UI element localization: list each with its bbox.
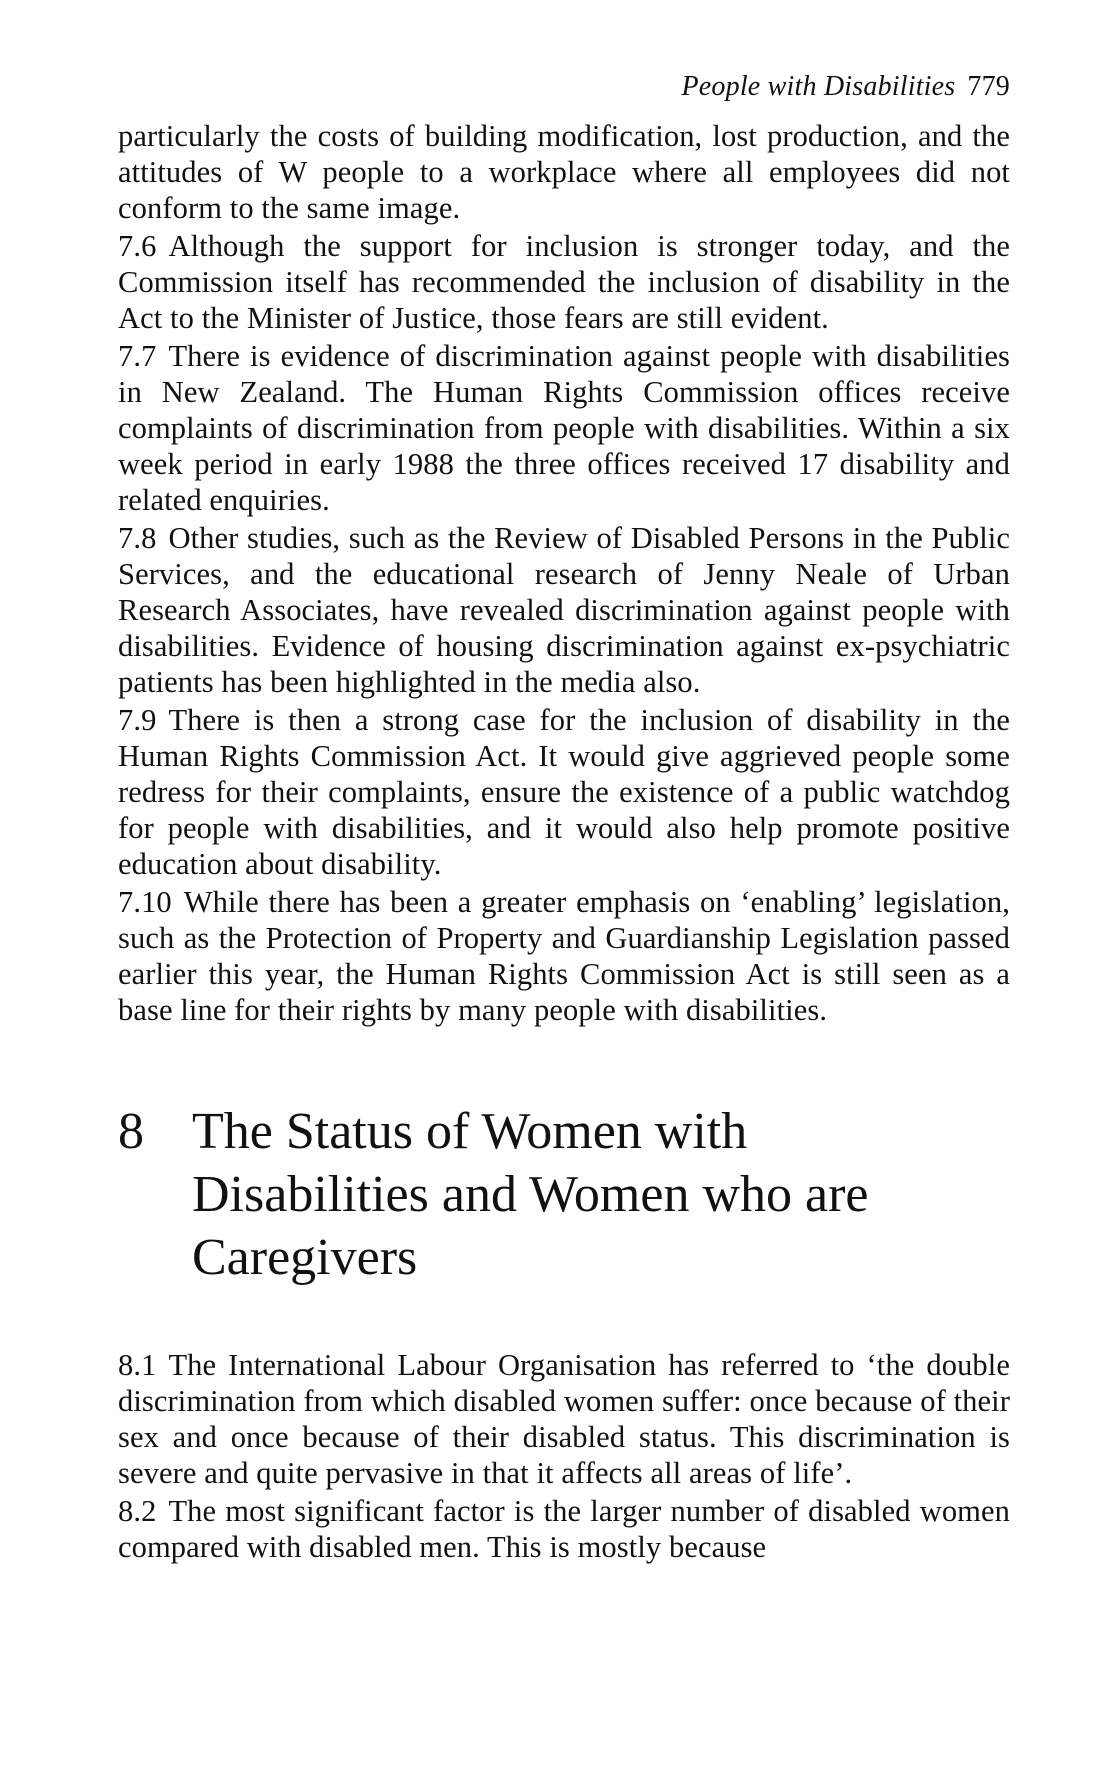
paragraph-text: The most significant factor is the larger number of disabled women compared with disabled men. This is mostly because: [118, 1494, 1010, 1564]
chapter-title: The Status of Women with Disabilities and Women who are Caregivers: [192, 1103, 869, 1286]
running-title: People with Disabilities: [681, 71, 956, 102]
chapter-number: 8: [118, 1103, 144, 1160]
paragraph-text: The International Labour Organisation has referred to ‘the double discrimination from which disabled women suffer: once because of their sex and once because of their disabled status. This discrimination is severe and quite pervasive in that it affects all areas of life’.: [118, 1348, 1010, 1490]
paragraph-text: There is evidence of discrimination against people with disabilities in New Zealand. The Human Rights Commission offices receive complaints of discrimination from people with disabilities. Within a six week period in early 1988 the three offices received 17 disability and related enquiries.: [118, 339, 1010, 517]
paragraph-7-6: [118, 228, 1010, 336]
paragraph-7-8: [118, 520, 1010, 700]
paragraph-8-2: [118, 1493, 1010, 1565]
paragraph-text: There is then a strong case for the inclusion of disability in the Human Rights Commission Act. It would give aggrieved people some redress for their complaints, ensure the existence of a public watchdog for people with disabilities, and it would also help promote positive education about disability.: [118, 703, 1010, 881]
running-head: [118, 70, 1010, 118]
paragraph-number: 8.2: [118, 1494, 157, 1528]
paragraph-8-1: [118, 1347, 1010, 1491]
paragraph-continued: [118, 118, 1010, 226]
paragraph-number: 7.6: [118, 229, 157, 263]
paragraph-text: particularly the costs of building modification, lost production, and the attitudes of W people to a workplace where all employees did not conform to the same image.: [118, 119, 1010, 225]
paragraph-number: 7.8: [118, 521, 157, 555]
paragraph-text: Although the support for inclusion is stronger today, and the Commission itself has recommended the inclusion of disability in the Act to the Minister of Justice, those fears are still evident.: [118, 229, 1010, 335]
paragraph-number: 7.10: [118, 885, 172, 919]
paragraph-7-10: [118, 884, 1010, 1028]
chapter-heading: [118, 1100, 1010, 1289]
paragraph-text: While there has been a greater emphasis on ‘enabling’ legislation, such as the Protection of Property and Guardianship Legislation passed earlier this year, the Human Rights Commission Act is still seen as a base line for their rights by many people with disabilities.: [118, 885, 1010, 1027]
paragraph-7-7: [118, 338, 1010, 518]
page-number: 779: [967, 71, 1010, 102]
paragraph-number: 7.7: [118, 339, 157, 373]
paragraph-number: 8.1: [118, 1348, 157, 1382]
paragraph-number: 7.9: [118, 703, 157, 737]
paragraph-7-9: [118, 702, 1010, 882]
paragraph-text: Other studies, such as the Review of Disabled Persons in the Public Services, and the educational research of Jenny Neale of Urban Research Associates, have revealed discrimination against people with disabilities. Evidence of housing discrimination against ex-psychiatric patients has been highlighted in the media also.: [118, 521, 1010, 699]
document-page: [118, 70, 1010, 1567]
